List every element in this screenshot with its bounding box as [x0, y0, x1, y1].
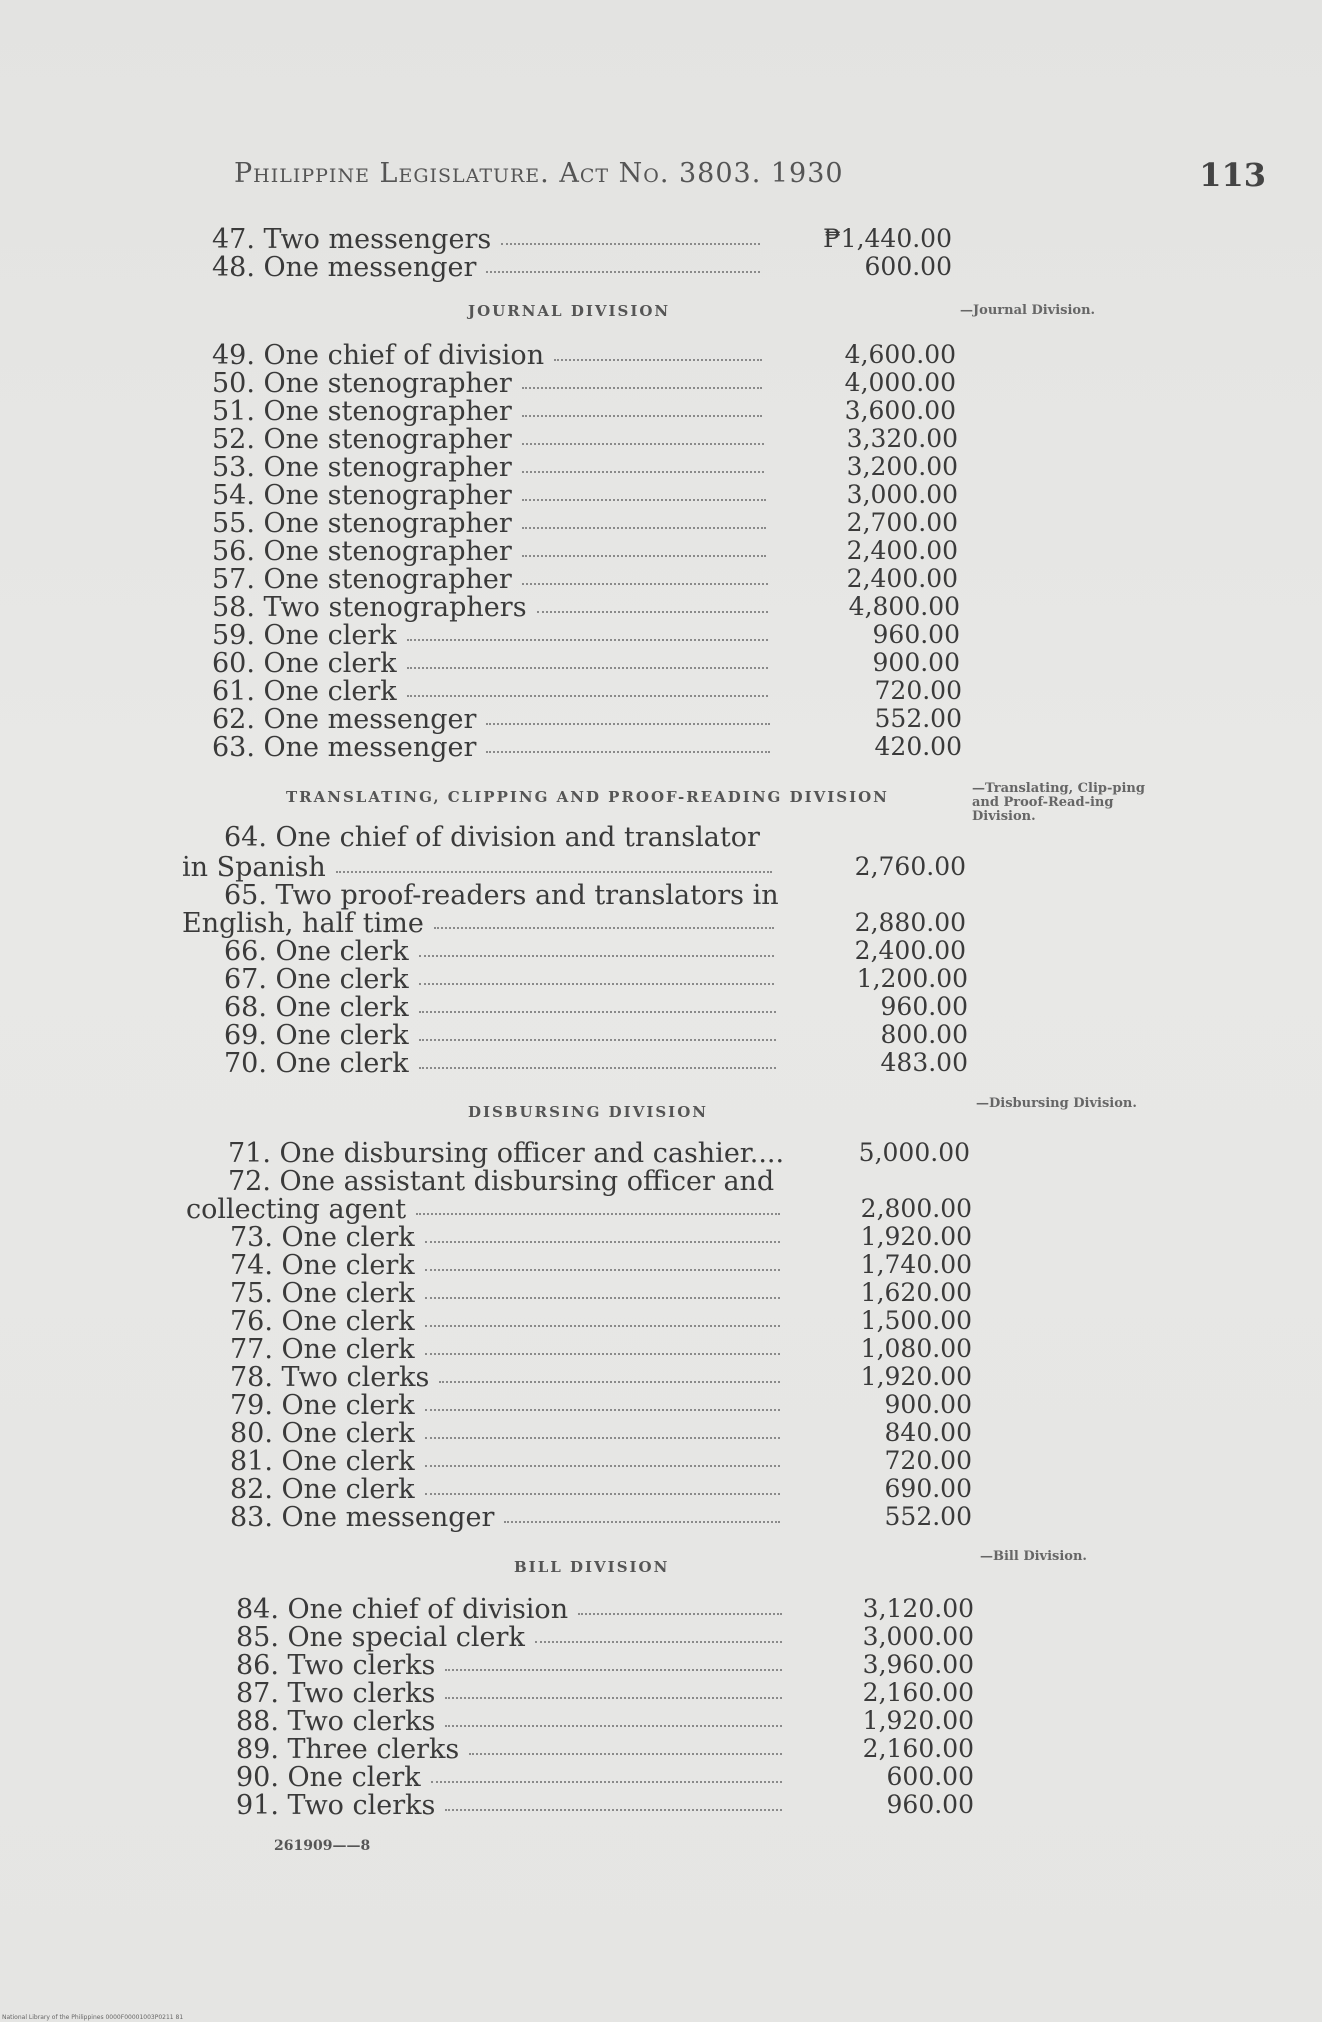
line-item-label: 48. One messenger — [212, 252, 477, 283]
printer-code: 261909——8 — [274, 1838, 371, 1854]
line-item-label: 72. One assistant disbursing officer and — [228, 1166, 775, 1197]
line-item-label: English, half time — [182, 908, 424, 939]
line-item-amount: 600.00 — [864, 252, 952, 281]
line-item-label: 53. One stenographer — [212, 452, 512, 483]
leader-dots — [419, 1009, 776, 1013]
line-item-label: 69. One clerk — [224, 1020, 409, 1051]
line-item-label: 91. Two clerks — [236, 1790, 436, 1821]
line-item-label: 89. Three clerks — [236, 1734, 460, 1765]
margin-note-bill: —Bill Division. — [980, 1549, 1087, 1564]
line-item-label: 65. Two proof-readers and translators in — [224, 880, 779, 911]
line-item-label: 58. Two stenographers — [212, 592, 527, 623]
page-number: 113 — [1199, 156, 1266, 194]
line-item-amount: 4,800.00 — [848, 592, 960, 621]
line-item-label: 59. One clerk — [212, 620, 397, 651]
line-item-label: 51. One stenographer — [212, 396, 512, 427]
line-item-label: 85. One special clerk — [236, 1622, 525, 1653]
leader-dots — [554, 357, 762, 361]
leader-dots — [486, 269, 760, 273]
section-heading-journal: JOURNAL DIVISION — [468, 302, 671, 320]
line-item-amount: 552.00 — [874, 704, 962, 733]
page-header — [234, 158, 1274, 198]
line-item-label: in Spanish — [182, 852, 326, 883]
line-item-amount: 3,000.00 — [846, 480, 958, 509]
line-item-amount: 4,000.00 — [844, 368, 956, 397]
leader-dots — [439, 1379, 780, 1383]
leader-dots — [504, 1519, 780, 1523]
line-item-label: 75. One clerk — [230, 1278, 415, 1309]
leader-dots — [501, 241, 760, 245]
line-item-amount: 3,320.00 — [846, 424, 958, 453]
leader-dots — [425, 1239, 780, 1243]
line-item-amount: 900.00 — [872, 648, 960, 677]
line-item-amount: 600.00 — [886, 1762, 974, 1791]
line-item-label: 50. One stenographer — [212, 368, 512, 399]
line-item-amount: 1,620.00 — [860, 1278, 972, 1307]
line-item-amount: 720.00 — [874, 676, 962, 705]
leader-dots — [419, 1037, 776, 1041]
line-item-label: 47. Two messengers — [212, 224, 492, 255]
line-item-label: 76. One clerk — [230, 1306, 415, 1337]
leader-dots — [416, 1211, 780, 1215]
line-item-label: 57. One stenographer — [212, 564, 512, 595]
line-item-label: 86. Two clerks — [236, 1650, 436, 1681]
line-item-label: 90. One clerk — [236, 1762, 421, 1793]
line-item-amount: 420.00 — [874, 732, 962, 761]
line-item-label: 56. One stenographer — [212, 536, 512, 567]
line-item-label: 88. Two clerks — [236, 1706, 436, 1737]
margin-note-journal: —Journal Division. — [960, 303, 1096, 318]
line-item-amount: 1,200.00 — [856, 964, 968, 993]
line-item-amount: 1,920.00 — [860, 1362, 972, 1391]
margin-note-translating: —Translating, Clip-ping and Proof-Read-ing Division. — [972, 781, 1145, 824]
leader-dots — [537, 609, 768, 613]
line-item-amount: 5,000.00 — [858, 1138, 970, 1167]
leader-dots — [336, 869, 772, 873]
line-item-amount: 3,600.00 — [844, 396, 956, 425]
line-item-label: 63. One messenger — [212, 732, 477, 763]
leader-dots — [445, 1667, 782, 1671]
line-item-amount: 1,080.00 — [860, 1334, 972, 1363]
leader-dots — [419, 953, 774, 957]
leader-dots — [522, 413, 762, 417]
line-item-label: 49. One chief of division — [212, 340, 545, 371]
line-item-amount: 2,760.00 — [854, 852, 966, 881]
leader-dots — [469, 1751, 782, 1755]
section-heading-disbursing: DISBURSING DIVISION — [468, 1103, 708, 1121]
leader-dots — [522, 497, 766, 501]
line-item-amount: 3,000.00 — [862, 1622, 974, 1651]
line-item-label: 73. One clerk — [230, 1222, 415, 1253]
line-item-amount: 2,800.00 — [860, 1194, 972, 1223]
leader-dots — [522, 441, 764, 445]
leader-dots — [419, 981, 774, 985]
section-heading-translating: TRANSLATING, CLIPPING AND PROOF-READING DIVISION — [286, 788, 889, 806]
leader-dots — [425, 1435, 780, 1439]
archive-credit: National Library of the Philippines 0000F00001003P0211 81 — [2, 2014, 184, 2021]
line-item-label: 68. One clerk — [224, 992, 409, 1023]
leader-dots — [425, 1463, 780, 1467]
line-item-amount: 2,400.00 — [846, 536, 958, 565]
leader-dots — [431, 1779, 782, 1783]
line-item-amount: 960.00 — [886, 1790, 974, 1819]
leader-dots — [522, 553, 766, 557]
line-item-label: 79. One clerk — [230, 1390, 415, 1421]
line-item-amount: 483.00 — [880, 1048, 968, 1077]
line-item-amount: 2,700.00 — [846, 508, 958, 537]
line-item-amount: 4,600.00 — [844, 340, 956, 369]
line-item-amount: 840.00 — [884, 1418, 972, 1447]
line-item-amount: 690.00 — [884, 1474, 972, 1503]
leader-dots — [522, 581, 768, 585]
leader-dots — [445, 1695, 782, 1699]
line-item-label: 81. One clerk — [230, 1446, 415, 1477]
line-item-label: 83. One messenger — [230, 1502, 495, 1533]
line-item-amount: 1,740.00 — [860, 1250, 972, 1279]
line-item-amount: 960.00 — [872, 620, 960, 649]
line-item-amount: 3,200.00 — [846, 452, 958, 481]
line-item-label: 52. One stenographer — [212, 424, 512, 455]
line-item-label: 80. One clerk — [230, 1418, 415, 1449]
line-item-amount: 800.00 — [880, 1020, 968, 1049]
margin-note-disbursing: —Disbursing Division. — [976, 1096, 1137, 1111]
line-item-amount: 2,400.00 — [846, 564, 958, 593]
line-item-amount: 1,920.00 — [862, 1706, 974, 1735]
leader-dots — [486, 749, 770, 753]
line-item-amount: 2,160.00 — [862, 1678, 974, 1707]
leader-dots — [407, 665, 768, 669]
line-item-label: 54. One stenographer — [212, 480, 512, 511]
running-head: Philippine Legislature. Act No. 3803. 1930 — [234, 158, 844, 189]
line-item-label: 66. One clerk — [224, 936, 409, 967]
line-item-label: collecting agent — [186, 1194, 407, 1225]
line-item-label: 62. One messenger — [212, 704, 477, 735]
line-item-amount: ₱1,440.00 — [823, 224, 952, 253]
leader-dots — [425, 1323, 780, 1327]
line-item-amount: 552.00 — [884, 1502, 972, 1531]
line-item-amount: 900.00 — [884, 1390, 972, 1419]
leader-dots — [425, 1491, 780, 1495]
line-item-amount: 2,400.00 — [854, 936, 966, 965]
leader-dots — [425, 1351, 780, 1355]
leader-dots — [522, 469, 764, 473]
line-item-label: 87. Two clerks — [236, 1678, 436, 1709]
line-item-amount: 1,500.00 — [860, 1306, 972, 1335]
line-item-label: 67. One clerk — [224, 964, 409, 995]
line-item-amount: 1,920.00 — [860, 1222, 972, 1251]
line-item-amount: 2,880.00 — [854, 908, 966, 937]
leader-dots — [407, 693, 768, 697]
leader-dots — [434, 925, 774, 929]
line-item-label: 78. Two clerks — [230, 1362, 430, 1393]
leader-dots — [522, 525, 766, 529]
leader-dots — [486, 721, 770, 725]
line-item-label: 74. One clerk — [230, 1250, 415, 1281]
line-item-amount: 3,120.00 — [862, 1594, 974, 1623]
line-item-amount: 960.00 — [880, 992, 968, 1021]
line-item-amount: 3,960.00 — [862, 1650, 974, 1679]
line-item-amount: 2,160.00 — [862, 1734, 974, 1763]
line-item-label: 77. One clerk — [230, 1334, 415, 1365]
leader-dots — [522, 385, 762, 389]
leader-dots — [578, 1611, 782, 1615]
line-item-label: 55. One stenographer — [212, 508, 512, 539]
line-item-label: 60. One clerk — [212, 648, 397, 679]
line-item-label: 82. One clerk — [230, 1474, 415, 1505]
leader-dots — [445, 1807, 782, 1811]
leader-dots — [425, 1267, 780, 1271]
line-item-label: 61. One clerk — [212, 676, 397, 707]
line-item-amount: 720.00 — [884, 1446, 972, 1475]
line-item-label: 64. One chief of division and translator — [224, 822, 760, 853]
line-item-label: 84. One chief of division — [236, 1594, 569, 1625]
leader-dots — [419, 1065, 776, 1069]
leader-dots — [535, 1639, 782, 1643]
leader-dots — [407, 637, 768, 641]
leader-dots — [425, 1407, 780, 1411]
leader-dots — [445, 1723, 782, 1727]
leader-dots — [425, 1295, 780, 1299]
line-item-label: 71. One disbursing officer and cashier.... — [228, 1138, 785, 1169]
line-item-label: 70. One clerk — [224, 1048, 409, 1079]
section-heading-bill: BILL DIVISION — [514, 1558, 670, 1576]
